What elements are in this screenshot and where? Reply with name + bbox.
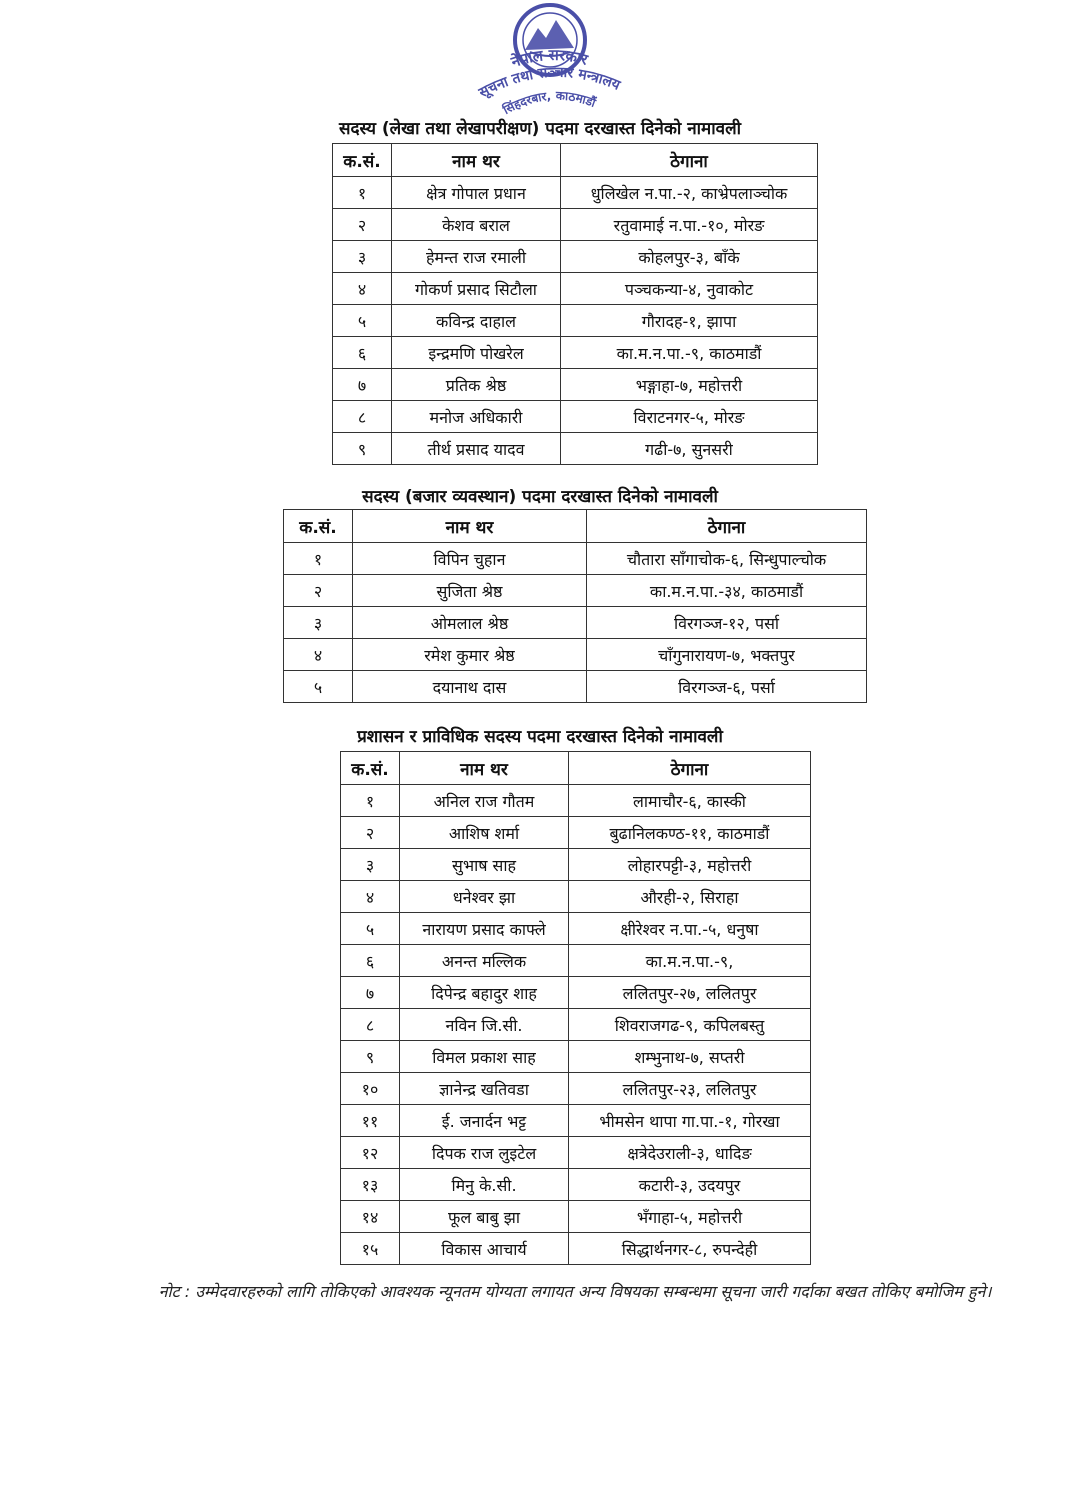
address-cell: का.म.न.पा.-९, काठमाडौं (561, 337, 818, 369)
serial-number-cell: २ (341, 817, 400, 849)
emblem-text-line2: सूचना तथा सञ्चार मन्त्रालय (476, 64, 623, 102)
applicant-name-cell: फूल बाबु झा (400, 1201, 569, 1233)
table-row (333, 209, 818, 241)
address-cell: शम्भुनाथ-७, सप्तरी (569, 1041, 811, 1073)
address-cell: कटारी-३, उदयपुर (569, 1169, 811, 1201)
applicant-name-cell: केशव बराल (392, 209, 561, 241)
table-row (341, 785, 811, 817)
table-header-row (333, 144, 818, 177)
address-cell: का.म.न.पा.-३४, काठमाडौं (587, 575, 867, 607)
table-row (341, 817, 811, 849)
serial-number-cell: ६ (341, 945, 400, 977)
section2-title: सदस्य (बजार व्यवस्थान) पदमा दरखास्त दिनेको नामावली (362, 487, 718, 507)
applicant-name-cell: इन्द्रमणि पोखरेल (392, 337, 561, 369)
sn-header: क.सं. (284, 510, 353, 543)
government-emblem-logo (470, 2, 630, 122)
applicant-name-cell: नविन जि.सी. (400, 1009, 569, 1041)
applicant-name-cell: ओमलाल श्रेष्ठ (353, 607, 587, 639)
address-header: ठेगाना (587, 510, 867, 543)
serial-number-cell: २ (284, 575, 353, 607)
table-row (333, 369, 818, 401)
applicant-name-cell: मिनु के.सी. (400, 1169, 569, 1201)
serial-number-cell: १४ (341, 1201, 400, 1233)
table-row (333, 337, 818, 369)
serial-number-cell: ८ (341, 1009, 400, 1041)
serial-number-cell: ५ (341, 913, 400, 945)
table-row (333, 273, 818, 305)
table-row (341, 1137, 811, 1169)
applicant-name-cell: अनिल राज गौतम (400, 785, 569, 817)
serial-number-cell: ३ (341, 849, 400, 881)
address-cell: गढी-७, सुनसरी (561, 433, 818, 465)
table-row (341, 1233, 811, 1265)
table-row (341, 1169, 811, 1201)
applicant-name-cell: ज्ञानेन्द्र खतिवडा (400, 1073, 569, 1105)
table-row (341, 1009, 811, 1041)
serial-number-cell: १ (341, 785, 400, 817)
section3-title: प्रशासन र प्राविधिक सदस्य पदमा दरखास्त दिनेको नामावली (357, 727, 723, 747)
address-cell: धुलिखेल न.पा.-२, काभ्रेपलाञ्चोक (561, 177, 818, 209)
applicant-name-cell: मनोज अधिकारी (392, 401, 561, 433)
address-cell: गौरादह-१, झापा (561, 305, 818, 337)
address-cell: विराटनगर-५, मोरङ (561, 401, 818, 433)
table-row (284, 575, 867, 607)
address-cell: भीमसेन थापा गा.पा.-१, गोरखा (569, 1105, 811, 1137)
address-header: ठेगाना (569, 752, 811, 785)
applicant-name-cell: दयानाथ दास (353, 671, 587, 703)
table-row (284, 543, 867, 575)
address-cell: सिद्धार्थनगर-८, रुपन्देही (569, 1233, 811, 1265)
serial-number-cell: ९ (341, 1041, 400, 1073)
table-row (333, 305, 818, 337)
applicant-name-cell: क्षेत्र गोपाल प्रधान (392, 177, 561, 209)
address-cell: कोहलपुर-३, बाँके (561, 241, 818, 273)
table-row (341, 913, 811, 945)
applicant-name-cell: दिपेन्द्र बहादुर शाह (400, 977, 569, 1009)
table-row (333, 177, 818, 209)
table-row (284, 671, 867, 703)
table-row (341, 849, 811, 881)
table-row (333, 433, 818, 465)
applicant-name-cell: आशिष शर्मा (400, 817, 569, 849)
applicant-name-cell: सुभाष साह (400, 849, 569, 881)
applicant-name-cell: सुजिता श्रेष्ठ (353, 575, 587, 607)
applicant-name-cell: प्रतिक श्रेष्ठ (392, 369, 561, 401)
address-cell: रतुवामाई न.पा.-१०, मोरङ (561, 209, 818, 241)
applicant-name-cell: तीर्थ प्रसाद यादव (392, 433, 561, 465)
address-cell: शिवराजगढ-९, कपिलबस्तु (569, 1009, 811, 1041)
applicant-name-cell: अनन्त मल्लिक (400, 945, 569, 977)
table-row (333, 241, 818, 273)
applicant-name-cell: कविन्द्र दाहाल (392, 305, 561, 337)
table-row (341, 945, 811, 977)
serial-number-cell: ७ (341, 977, 400, 1009)
applicant-name-cell: विमल प्रकाश साह (400, 1041, 569, 1073)
serial-number-cell: १ (333, 177, 392, 209)
serial-number-cell: ७ (333, 369, 392, 401)
serial-number-cell: ८ (333, 401, 392, 433)
applicant-name-cell: दिपक राज लुइटेल (400, 1137, 569, 1169)
applicant-name-cell: धनेश्वर झा (400, 881, 569, 913)
address-cell: चाँगुनारायण-७, भक्तपुर (587, 639, 867, 671)
table-header-row (284, 510, 867, 543)
svg-text:सिंहदरबार, काठमाडौं (499, 88, 598, 117)
footer-note: नोट : उम्मेदवारहरुको लागि तोकिएको आवश्यक न्यूनतम योग्यता लगायत अन्य विषयका सम्बन्धमा सूचना जारी गर्दाका बखत तोकिए बमोजिम हुने। (158, 1282, 992, 1301)
serial-number-cell: २ (333, 209, 392, 241)
address-cell: ललितपुर-२७, ललितपुर (569, 977, 811, 1009)
serial-number-cell: ११ (341, 1105, 400, 1137)
serial-number-cell: ६ (333, 337, 392, 369)
section2-table (283, 509, 867, 703)
address-cell: औरही-२, सिराहा (569, 881, 811, 913)
serial-number-cell: १० (341, 1073, 400, 1105)
table-row (341, 1201, 811, 1233)
address-cell: लोहारपट्टी-३, महोत्तरी (569, 849, 811, 881)
serial-number-cell: ४ (341, 881, 400, 913)
address-cell: लामाचौर-६, कास्की (569, 785, 811, 817)
address-cell: पञ्चकन्या-४, नुवाकोट (561, 273, 818, 305)
address-cell: विरगञ्ज-६, पर्सा (587, 671, 867, 703)
emblem-text-line1: नेपाल सरकार (508, 45, 590, 72)
section1-table (332, 143, 818, 465)
section3-table (340, 751, 811, 1265)
serial-number-cell: ३ (333, 241, 392, 273)
applicant-name-cell: ई. जनार्दन भट्ट (400, 1105, 569, 1137)
serial-number-cell: ५ (333, 305, 392, 337)
address-cell: का.म.न.पा.-९, (569, 945, 811, 977)
serial-number-cell: ९ (333, 433, 392, 465)
serial-number-cell: ४ (284, 639, 353, 671)
serial-number-cell: १ (284, 543, 353, 575)
table-row (284, 607, 867, 639)
serial-number-cell: ४ (333, 273, 392, 305)
table-row (341, 977, 811, 1009)
section1-title: सदस्य (लेखा तथा लेखापरीक्षण) पदमा दरखास्त दिनेको नामावली (338, 119, 742, 139)
address-cell: विरगञ्ज-१२, पर्सा (587, 607, 867, 639)
address-cell: चौतारा साँगाचोक-६, सिन्धुपाल्चोक (587, 543, 867, 575)
address-cell: क्षत्रेदेउराली-३, धादिङ (569, 1137, 811, 1169)
serial-number-cell: ५ (284, 671, 353, 703)
table-row (341, 881, 811, 913)
name-header: नाम थर (400, 752, 569, 785)
applicant-name-cell: रमेश कुमार श्रेष्ठ (353, 639, 587, 671)
applicant-name-cell: नारायण प्रसाद काफ्ले (400, 913, 569, 945)
address-cell: बुढानिलकण्ठ-११, काठमाडौं (569, 817, 811, 849)
applicant-name-cell: विपिन चुहान (353, 543, 587, 575)
emblem-text-line3: सिंहदरबार, काठमाडौं (500, 88, 598, 118)
serial-number-cell: ३ (284, 607, 353, 639)
applicant-name-cell: गोकर्ण प्रसाद सिटौला (392, 273, 561, 305)
sn-header: क.सं. (341, 752, 400, 785)
serial-number-cell: १५ (341, 1233, 400, 1265)
serial-number-cell: १३ (341, 1169, 400, 1201)
address-cell: भङ्गाहा-७, महोत्तरी (561, 369, 818, 401)
name-header: नाम थर (392, 144, 561, 177)
table-row (341, 1105, 811, 1137)
applicant-name-cell: विकास आचार्य (400, 1233, 569, 1265)
address-header: ठेगाना (561, 144, 818, 177)
applicant-name-cell: हेमन्त राज रमाली (392, 241, 561, 273)
name-header: नाम थर (353, 510, 587, 543)
sn-header: क.सं. (333, 144, 392, 177)
table-header-row (341, 752, 811, 785)
table-row (284, 639, 867, 671)
address-cell: भँगाहा-५, महोत्तरी (569, 1201, 811, 1233)
table-row (341, 1073, 811, 1105)
table-row (341, 1041, 811, 1073)
address-cell: क्षीरेश्वर न.पा.-५, धनुषा (569, 913, 811, 945)
table-row (333, 401, 818, 433)
serial-number-cell: १२ (341, 1137, 400, 1169)
address-cell: ललितपुर-२३, ललितपुर (569, 1073, 811, 1105)
